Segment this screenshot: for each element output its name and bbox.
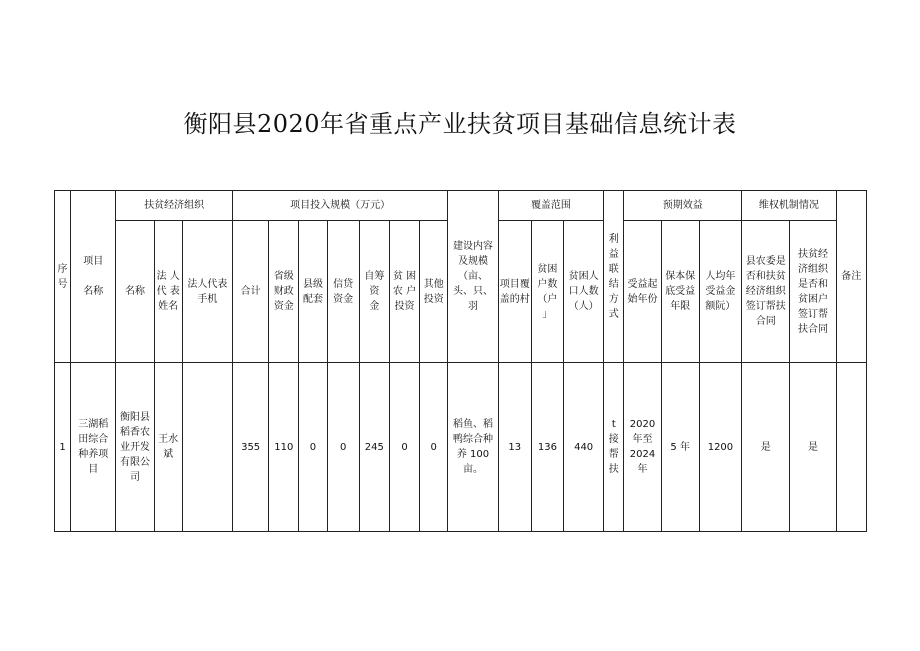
header-seq: 序 号 <box>55 191 71 363</box>
header-investment-group: 项目投入规模（万元） <box>233 191 448 221</box>
cell-org-name: 衡阳县 稻香农 业开发 有限公 司 <box>116 363 154 532</box>
header-poor-household-invest: 贫 困 农 户 投资 <box>389 221 419 363</box>
header-per-capita: 人均年 受益金 额阮） <box>699 221 741 363</box>
header-org-contract: 扶贫经 济组织 是否和 贫困户 签订帮 扶合同 <box>790 221 836 363</box>
cell-seq: 1 <box>55 363 71 532</box>
header-project-name: 项目 名称 <box>71 191 116 363</box>
header-self-raised: 自筹资 金 <box>359 221 389 363</box>
header-construction: 建设内容 及规模 （亩、 头、只、 羽 <box>448 191 498 363</box>
cell-self-raised: 245 <box>359 363 389 532</box>
table-row <box>55 363 867 532</box>
header-provincial: 省级 财政 资金 <box>269 221 299 363</box>
cell-other-invest: 0 <box>420 363 448 532</box>
header-start-year: 受益起 始年份 <box>624 221 661 363</box>
header-other-invest: 其他 投资 <box>420 221 448 363</box>
page-title: 衡阳县2020年省重点产业扶贫项目基础信息统计表 <box>183 110 737 138</box>
header-legal-rep-phone: 法人代表 手机 <box>182 221 232 363</box>
header-poor-households: 贫困 户数 （户 」 <box>531 221 563 363</box>
cell-remarks <box>836 363 866 532</box>
header-rights-group: 维权机制情况 <box>742 191 837 221</box>
cell-credit: 0 <box>327 363 359 532</box>
header-villages: 项目覆 盖的村 <box>498 221 531 363</box>
cell-guarantee-years: 5 年 <box>661 363 699 532</box>
cell-poor-household-invest: 0 <box>389 363 419 532</box>
cell-per-capita: 1200 <box>699 363 741 532</box>
header-benefit-mode: 利 益 联 结 方 式 <box>604 191 624 363</box>
cell-org-contract: 是 <box>790 363 836 532</box>
cell-poor-population: 440 <box>564 363 604 532</box>
cell-county-committee-contract: 是 <box>742 363 790 532</box>
header-coverage-group: 覆盖范围 <box>498 191 604 221</box>
cell-legal-rep-name: 王水 斌 <box>154 363 182 532</box>
cell-poor-households: 136 <box>531 363 563 532</box>
cell-start-year: 2020 年至 2024 年 <box>624 363 661 532</box>
header-legal-rep-name: 法 人 代 表 姓名 <box>154 221 182 363</box>
header-org-name: 名称 <box>116 221 154 363</box>
cell-legal-rep-phone <box>182 363 232 532</box>
header-poor-population: 贫困人 口人数 （人） <box>564 221 604 363</box>
header-row-group <box>55 191 867 221</box>
cell-county: 0 <box>299 363 327 532</box>
header-org-group: 扶贫经济组织 <box>116 191 233 221</box>
header-effect-group: 预期效益 <box>624 191 742 221</box>
header-county: 县级 配套 <box>299 221 327 363</box>
cell-construction: 稻鱼、稻 鸭综合种 养 100 亩。 <box>448 363 498 532</box>
header-remarks: 备注 <box>836 191 866 363</box>
cell-benefit-mode: t 接 帮 扶 <box>604 363 624 532</box>
header-total: 合计 <box>233 221 269 363</box>
header-guarantee-years: 保本保 底受益 年限 <box>661 221 699 363</box>
cell-villages: 13 <box>498 363 531 532</box>
header-credit: 信贷 资金 <box>327 221 359 363</box>
statistics-table <box>54 190 867 532</box>
cell-total: 355 <box>233 363 269 532</box>
header-county-committee-contract: 县农委是 否和扶贫 经济组织 签订帮扶 合同 <box>742 221 790 363</box>
cell-project-name: 三湖稻 田综合 种养项 目 <box>71 363 116 532</box>
cell-provincial: 110 <box>269 363 299 532</box>
